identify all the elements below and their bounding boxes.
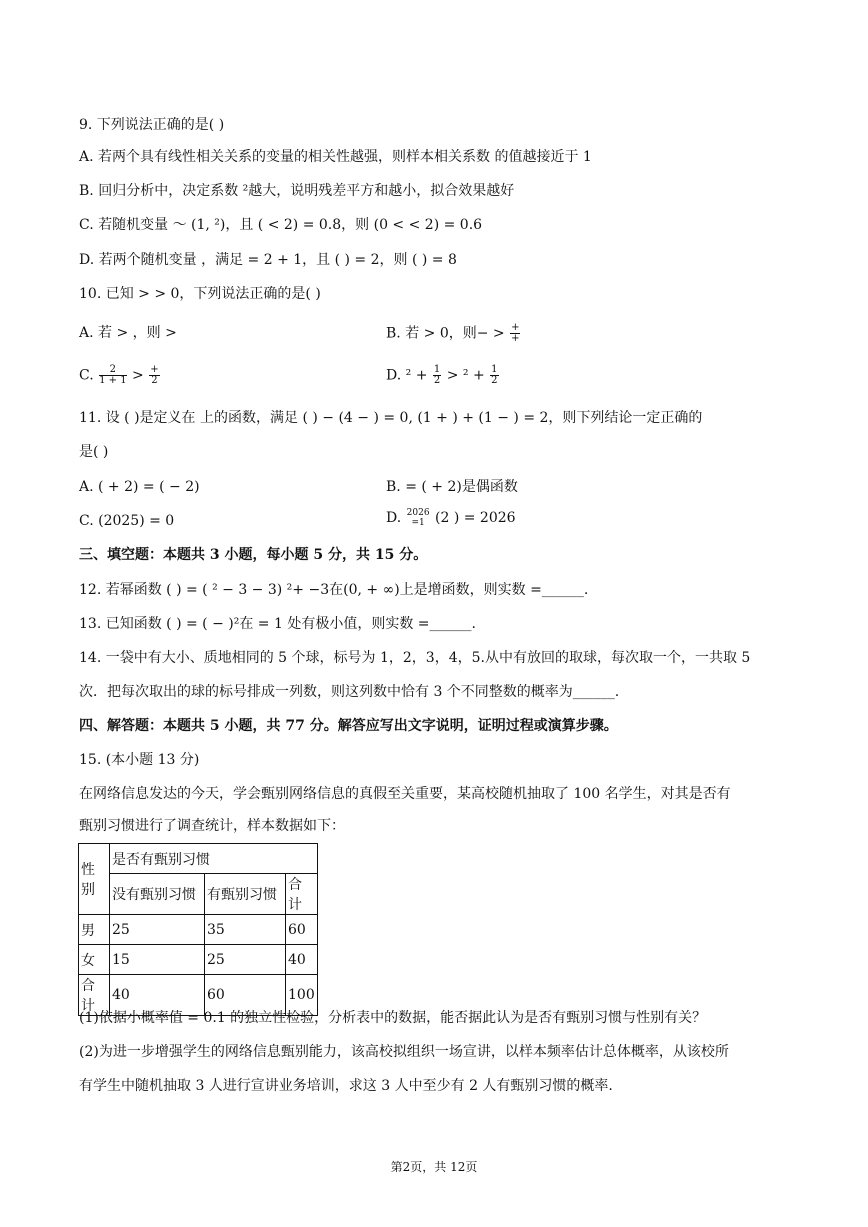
fraction-denominator: 2: [491, 375, 498, 386]
q10-option-a: A. 若 > ，则 >: [79, 325, 177, 341]
q9-option-a: A. 若两个具有线性相关关系的变量的相关性越强，则样本相关系数 的值越接近于 1: [79, 149, 592, 165]
fraction-denominator: 2: [433, 375, 441, 386]
q14-line2: 次．把每次取出的球的标号排成一列数，则这列数中恰有 3 个不同整数的概率为______.: [79, 684, 620, 700]
q15-paragraph-line2: 甄别习惯进行了调查统计，样本数据如下：: [79, 818, 345, 834]
table-cell: 15: [110, 945, 205, 975]
table-cell: 60: [286, 915, 318, 945]
fraction-numerator: 1: [433, 364, 441, 375]
table-cell: 25: [205, 945, 286, 975]
fraction-denominator: +: [511, 333, 520, 344]
q11-option-a: A. ( + 2) = ( − 2): [79, 479, 200, 495]
q11-option-d-label: D.: [386, 510, 406, 526]
table-header-row: [79, 844, 318, 874]
summation-upper: 2026: [406, 508, 430, 518]
q15-subquestion-1: (1)依据小概率值 = 0.1 的独立性检验，分析表中的数据，能否据此认为是否有甄别习惯与性别有关？: [79, 1010, 707, 1026]
q11-option-d: [386, 508, 516, 528]
q9-stem: 9. 下列说法正确的是( ): [79, 117, 225, 133]
summation-lower: =1: [411, 518, 425, 528]
q14-line1: 14. 一袋中有大小、质地相同的 5 个球，标号为 1，2，3，4，5.从中有放回的取球，每次取一个，一共取 5: [79, 650, 751, 666]
table-cell: 35: [205, 915, 286, 945]
table-header-total: 合计: [286, 874, 318, 915]
q10-stem: 10. 已知 > > 0，下列说法正确的是( ): [79, 286, 321, 302]
fraction-numerator: +: [511, 322, 520, 333]
fraction-denominator: 2: [151, 375, 158, 386]
q10-option-c-sign: >: [132, 367, 149, 384]
table-header-has-habit: 有甄别习惯: [205, 874, 286, 915]
q10-option-d-fraction-right: [490, 365, 498, 386]
table-cell: 25: [110, 915, 205, 945]
table-cell: 合计: [79, 975, 110, 1016]
q15-header: 15. (本小题 13 分): [79, 752, 200, 768]
q15-subquestion-2-line2: 有学生中随机抽取 3 人进行宣讲业务培训，求这 3 人中至少有 2 人有甄别习惯的概率.: [79, 1078, 613, 1094]
section-heading-fill-in: 三、填空题：本题共 3 小题，每小题 5 分，共 15 分。: [79, 547, 428, 563]
q10-option-c-fraction-right: [149, 365, 159, 386]
q10-option-d: [386, 365, 500, 386]
q11-option-d-summation: [407, 508, 430, 528]
q10-option-d-fraction-left: [433, 365, 441, 386]
section-heading-solutions: 四、解答题：本题共 5 小题，共 77 分。解答应写出文字说明，证明过程或演算步骤。: [79, 718, 618, 734]
fraction-numerator: 1: [491, 364, 498, 375]
q11-stem-line1: 11. 设 ( )是定义在 上的函数，满足 ( ) − (4 − ) = 0, (1 + ) + (1 − ) = 2，则下列结论一定正确的: [79, 410, 703, 426]
q9-option-d: D. 若两个随机变量 ，满足 = 2 + 1，且 ( ) = 2，则 ( ) = 8: [79, 252, 457, 268]
q10-option-c-fraction-left: [99, 365, 126, 386]
q10-option-b: [386, 323, 521, 344]
q11-option-b: B. = ( + 2)是偶函数: [386, 479, 518, 495]
table-cell: 100: [286, 975, 318, 1016]
q10-option-d-label: D. ² +: [386, 367, 432, 384]
q10-option-b-fraction: [510, 323, 520, 344]
q10-option-d-sign: > ² +: [446, 367, 490, 384]
table-row: [79, 945, 318, 975]
table-header-no-habit: 没有甄别习惯: [110, 874, 205, 915]
table-cell: 40: [110, 975, 205, 1016]
q9-option-c: C. 若随机变量 ～ (1, ²)，且 ( < 2) = 0.8，则 (0 < < 2) = 0.6: [79, 217, 483, 233]
q12-text: 12. 若幂函数 ( ) = ( ² − 3 − 3) ²+ −3在(0, + ∞)上是增函数，则实数 =______.: [79, 582, 589, 598]
q11-option-d-expr: (2 ) = 2026: [435, 510, 516, 526]
q13-text: 13. 已知函数 ( ) = ( − )²在 = 1 处有极小值，则实数 =______.: [79, 616, 476, 632]
page-footer: 第2页，共 12页: [390, 1160, 478, 1174]
table-cell: 男: [79, 915, 110, 945]
q15-paragraph-line1: 在网络信息发达的今天，学会甄别网络信息的真假至关重要，某高校随机抽取了 100 名学生，对其是否有: [79, 786, 731, 802]
q10-option-c-label: C.: [79, 367, 99, 384]
fraction-numerator: 2: [99, 365, 126, 376]
table-cell: 女: [79, 945, 110, 975]
q9-option-b: B. 回归分析中，决定系数 ²越大，说明残差平方和越小，拟合效果越好: [79, 183, 515, 199]
table-row: [79, 915, 318, 945]
table-header-group: 是否有甄别习惯: [110, 844, 318, 874]
q10-option-b-text: B. 若 > 0，则− >: [386, 325, 510, 342]
q10-option-c: [79, 365, 161, 386]
table-cell: 40: [286, 945, 318, 975]
survey-table: [78, 843, 318, 1016]
fraction-numerator: +: [150, 364, 159, 375]
q15-subquestion-2-line1: (2)为进一步增强学生的网络信息甄别能力，该高校拟组织一场宣讲，以样本频率估计总体概率，从该校所: [79, 1044, 729, 1060]
table-subheader-row: [79, 874, 318, 915]
fraction-denominator: 1 + 1: [99, 375, 127, 386]
q11-option-c: C. (2025) = 0: [79, 513, 175, 529]
table-cell: 60: [205, 975, 286, 1016]
q11-stem-line2: 是( ): [79, 444, 109, 460]
table-header-gender: 性别: [79, 844, 110, 915]
